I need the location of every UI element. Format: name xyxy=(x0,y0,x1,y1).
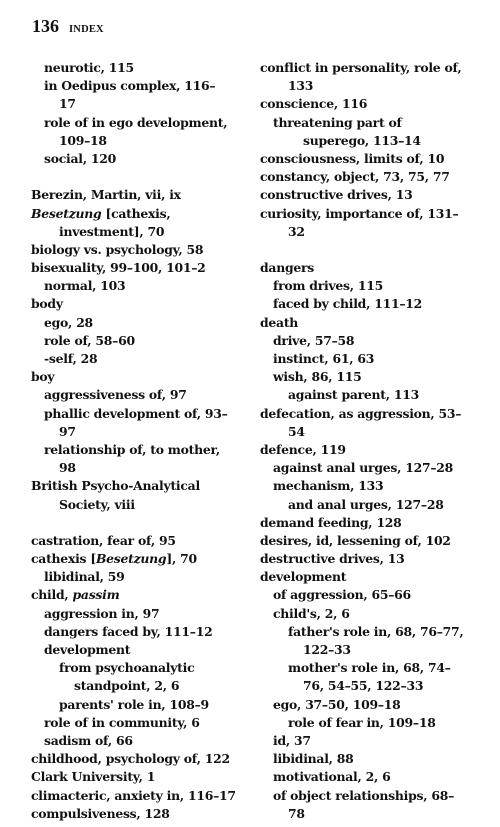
index-subentry xyxy=(260,732,498,750)
index-entry xyxy=(31,550,261,568)
index-entry-text: 76, 54–55, 122–33 xyxy=(303,678,424,694)
index-entry xyxy=(260,568,498,586)
index-subentry xyxy=(31,605,261,623)
index-subentry xyxy=(31,732,261,750)
index-subentry xyxy=(260,77,498,95)
index-subentry xyxy=(260,605,498,623)
index-subentry xyxy=(31,459,261,477)
index-entry xyxy=(260,259,498,277)
index-entry-text: id, 37 xyxy=(273,732,311,748)
index-entry-text: 17 xyxy=(59,96,76,112)
index-subentry xyxy=(31,496,261,514)
index-entry-text: investment], 70 xyxy=(59,223,165,239)
index-entry xyxy=(31,805,261,823)
index-entry xyxy=(260,532,498,550)
index-subentry xyxy=(31,641,261,659)
index-entry-text: 78 xyxy=(288,805,305,821)
page-header xyxy=(32,16,104,37)
index-entry-text: child, xyxy=(31,587,73,603)
index-entry-text: father's role in, 68, 76–77, xyxy=(288,623,464,639)
index-spacer xyxy=(31,168,261,186)
index-entry-text: 97 xyxy=(59,423,76,439)
index-subentry xyxy=(31,223,261,241)
index-entry xyxy=(31,532,261,550)
index-entry-text: drive, 57–58 xyxy=(273,332,355,348)
index-subentry xyxy=(260,332,498,350)
index-entry-rest: [cathexis, xyxy=(101,205,171,221)
index-subentry xyxy=(31,114,261,132)
page-number: 136 xyxy=(32,16,59,36)
index-entry-text: from drives, 115 xyxy=(273,278,383,294)
index-entry xyxy=(260,314,498,332)
index-subentry xyxy=(260,459,498,477)
index-entry-text: superego, 113–14 xyxy=(303,132,421,148)
index-subentry xyxy=(31,95,261,113)
index-entry xyxy=(31,241,261,259)
index-subentry xyxy=(260,696,498,714)
index-entry-text: bisexuality, 99–100, 101–2 xyxy=(31,260,206,276)
index-entry-text: libidinal, 59 xyxy=(44,569,125,585)
index-entry-text: defecation, as aggression, 53– xyxy=(260,405,462,421)
index-entry-italic: passim xyxy=(72,587,120,603)
index-entry-text: Besetzung xyxy=(31,205,102,221)
index-entry-text: climacteric, anxiety in, 116–17 xyxy=(31,787,236,803)
index-subentry xyxy=(31,568,261,586)
index-column-left xyxy=(31,59,261,823)
index-entry-text: Society, viii xyxy=(59,496,135,512)
index-entry-text: threatening part of xyxy=(273,114,402,130)
index-entry-text: role of, 58–60 xyxy=(44,332,135,348)
index-subentry xyxy=(31,350,261,368)
index-entry xyxy=(260,59,498,77)
index-entry-text: sadism of, 66 xyxy=(44,732,133,748)
index-subentry xyxy=(260,114,498,132)
index-entry-text: 133 xyxy=(288,78,314,94)
index-subentry xyxy=(31,132,261,150)
index-spacer xyxy=(260,241,498,259)
index-entry-text: compulsiveness, 128 xyxy=(31,805,170,821)
index-entry-text: 122–33 xyxy=(303,642,351,657)
index-entry xyxy=(31,259,261,277)
index-entry-text: dangers faced by, 111–12 xyxy=(44,623,213,639)
index-subentry xyxy=(31,277,261,295)
index-entry-text: and anal urges, 127–28 xyxy=(288,496,444,512)
index-subentry xyxy=(260,659,498,677)
index-subentry xyxy=(260,132,498,150)
index-subentry xyxy=(260,477,498,495)
index-subentry xyxy=(260,805,498,823)
index-entry-text: child's, 2, 6 xyxy=(273,605,350,621)
index-entry-text: body xyxy=(31,296,63,312)
index-subentry xyxy=(260,768,498,786)
index-entry xyxy=(31,586,261,604)
index-entry-text: curiosity, importance of, 131– xyxy=(260,205,459,221)
index-entry-text: mother's role in, 68, 74– xyxy=(288,660,451,676)
index-subentry xyxy=(31,423,261,441)
index-entry-text: of aggression, 65–66 xyxy=(273,587,411,603)
index-entry-text: 98 xyxy=(59,460,76,476)
index-entry-text: role of in ego development, xyxy=(44,114,228,130)
index-entry-text: social, 120 xyxy=(44,150,116,166)
index-entry-text: demand feeding, 128 xyxy=(260,514,402,530)
index-entry-text: ego, 37–50, 109–18 xyxy=(273,696,401,712)
index-entry xyxy=(31,768,261,786)
index-entry-text: against parent, 113 xyxy=(288,387,420,403)
index-entry-text: libidinal, 88 xyxy=(273,751,354,767)
index-entry xyxy=(260,514,498,532)
index-entry xyxy=(31,787,261,805)
index-entry xyxy=(260,441,498,459)
index-entry-text: boy xyxy=(31,369,55,385)
index-entry-text: castration, fear of, 95 xyxy=(31,532,176,548)
index-entry-text: of object relationships, 68– xyxy=(273,787,455,803)
index-entry-text: development xyxy=(44,642,131,657)
index-subentry xyxy=(31,332,261,350)
index-entry-text: from psychoanalytic xyxy=(59,660,195,676)
index-entry-text: British Psycho-Analytical xyxy=(31,478,200,494)
index-subentry xyxy=(260,423,498,441)
index-subentry xyxy=(31,441,261,459)
index-subentry xyxy=(31,405,261,423)
index-subentry xyxy=(31,314,261,332)
index-entry xyxy=(260,186,498,204)
index-entry xyxy=(31,186,261,204)
index-subentry xyxy=(31,677,261,695)
index-entry-text: aggressiveness of, 97 xyxy=(44,387,187,403)
index-entry-text: wish, 86, 115 xyxy=(273,369,362,385)
index-subentry xyxy=(260,223,498,241)
index-subentry xyxy=(260,623,498,641)
index-entry xyxy=(31,205,261,223)
index-subentry xyxy=(260,368,498,386)
index-entry-text: phallic development of, 93– xyxy=(44,405,228,421)
index-entry xyxy=(260,205,498,223)
index-subentry xyxy=(260,496,498,514)
index-entry-text: childhood, psychology of, 122 xyxy=(31,751,230,767)
index-entry xyxy=(260,168,498,186)
index-entry-text: cathexis [ xyxy=(31,551,96,567)
index-entry-text: role of in community, 6 xyxy=(44,714,200,730)
index-entry-text: in Oedipus complex, 116– xyxy=(44,78,216,94)
index-subentry xyxy=(31,59,261,77)
index-entry-text: 32 xyxy=(288,223,305,239)
index-entry xyxy=(260,150,498,168)
index-entry-text: -self, 28 xyxy=(44,351,98,366)
index-entry-text: constancy, object, 73, 75, 77 xyxy=(260,169,450,185)
index-entry-text: constructive drives, 13 xyxy=(260,187,413,203)
index-entry-text: Berezin, Martin, vii, ix xyxy=(31,187,181,203)
index-entry-text: motivational, 2, 6 xyxy=(273,769,391,785)
index-entry xyxy=(260,95,498,113)
index-entry-text: instinct, 61, 63 xyxy=(273,351,375,366)
index-subentry xyxy=(31,386,261,404)
index-entry xyxy=(31,477,261,495)
index-subentry xyxy=(31,714,261,732)
index-subentry xyxy=(31,623,261,641)
index-entry-text: 109–18 xyxy=(59,132,107,148)
index-subentry xyxy=(260,714,498,732)
index-subentry xyxy=(31,77,261,95)
index-entry-text: against anal urges, 127–28 xyxy=(273,460,454,476)
running-head: INDEX xyxy=(69,24,104,35)
index-entry-text: faced by child, 111–12 xyxy=(273,296,423,312)
index-entry-text: desires, id, lessening of, 102 xyxy=(260,532,451,548)
index-entry-text: role of fear in, 109–18 xyxy=(288,714,436,730)
index-entry-text: destructive drives, 13 xyxy=(260,551,405,567)
index-entry xyxy=(260,405,498,423)
index-entry-text: normal, 103 xyxy=(44,278,126,294)
index-entry xyxy=(31,368,261,386)
index-entry-text: conscience, 116 xyxy=(260,96,368,112)
index-entry-text: Clark University, 1 xyxy=(31,769,156,785)
index-subentry xyxy=(260,350,498,368)
index-entry xyxy=(31,295,261,313)
index-entry-italic: Besetzung xyxy=(95,551,167,567)
index-subentry xyxy=(260,277,498,295)
index-entry-text: consciousness, limits of, 10 xyxy=(260,150,445,166)
index-subentry xyxy=(260,787,498,805)
index-subentry xyxy=(31,150,261,168)
index-entry-text: ego, 28 xyxy=(44,314,93,330)
index-entry-text: parents' role in, 108–9 xyxy=(59,696,209,712)
index-subentry xyxy=(260,586,498,604)
index-subentry xyxy=(260,386,498,404)
index-subentry xyxy=(260,677,498,695)
index-entry-text: biology vs. psychology, 58 xyxy=(31,241,204,257)
index-entry-text: development xyxy=(260,569,347,585)
index-entry-text: mechanism, 133 xyxy=(273,478,384,494)
index-entry-rest: ], 70 xyxy=(166,551,197,567)
index-entry-text: dangers xyxy=(260,260,315,276)
index-subentry xyxy=(260,641,498,659)
index-entry-text: defence, 119 xyxy=(260,441,346,457)
index-entry-text: conflict in personality, role of, xyxy=(260,60,462,75)
index-entry xyxy=(31,750,261,768)
index-subentry xyxy=(260,295,498,313)
index-entry-text: 54 xyxy=(288,423,305,439)
index-spacer xyxy=(31,514,261,532)
index-subentry xyxy=(260,750,498,768)
index-subentry xyxy=(31,659,261,677)
index-subentry xyxy=(31,696,261,714)
index-entry-text: death xyxy=(260,314,299,330)
index-entry xyxy=(260,550,498,568)
index-entry-text: aggression in, 97 xyxy=(44,605,160,621)
index-entry-text: neurotic, 115 xyxy=(44,60,134,75)
index-entry-text: relationship of, to mother, xyxy=(44,441,220,457)
index-column-right xyxy=(260,59,498,823)
index-entry-text: standpoint, 2, 6 xyxy=(74,678,180,694)
